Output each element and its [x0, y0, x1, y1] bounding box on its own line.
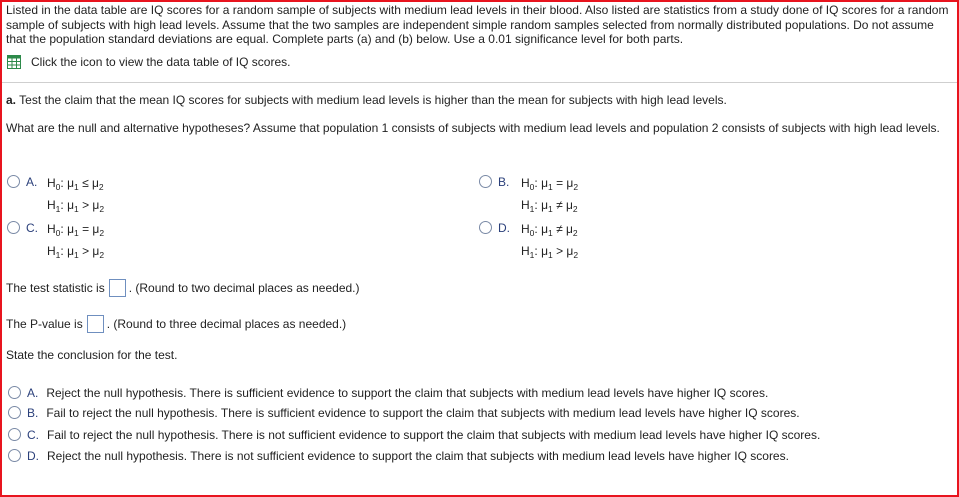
radio-button[interactable]: [7, 221, 20, 234]
option-letter: D.: [498, 221, 510, 235]
p-value-line: [6, 316, 346, 334]
conclusion-option-b[interactable]: [8, 406, 800, 420]
conclusion-option-d[interactable]: [8, 449, 789, 463]
conclusion-prompt: State the conclusion for the test.: [6, 348, 178, 362]
h0-d: $H_0$: $\mu_1 \ne \mu_2$: [521, 222, 578, 238]
option-text: Fail to reject the null hypothesis. There is sufficient evidence to support the claim that subjects with medium lead levels have higher IQ scores.: [46, 406, 800, 420]
part-a-text: Test the claim that the mean IQ scores for subjects with medium lead levels is higher than the mean for subjects with high lead levels.: [19, 93, 727, 107]
h1-c-symbol: >: [82, 244, 90, 258]
conclusion-option-c[interactable]: [8, 428, 820, 442]
h0-b: $H_0$: $\mu_1 = \mu_2$: [521, 176, 579, 192]
h0-c-symbol: =: [82, 222, 90, 236]
option-letter: B.: [498, 175, 510, 189]
p-value-input[interactable]: [87, 315, 104, 333]
radio-button[interactable]: [8, 386, 21, 399]
h1-d: $H_1$: $\mu_1 > \mu_2$: [521, 244, 579, 260]
option-letter: A.: [27, 386, 39, 400]
hypotheses-question: What are the null and alternative hypotheses? Assume that population 1 consists of subjects with medium lead levels and population 2 consists of subjects with high lead levels.: [6, 121, 940, 135]
option-text: Reject the null hypothesis. There is not sufficient evidence to support the claim that subjects with medium lead levels have higher IQ scores.: [47, 449, 789, 463]
radio-button[interactable]: [8, 428, 21, 441]
h0-a: $H_0$: $\mu_1 \le \mu_2$: [47, 176, 104, 192]
h1-d-symbol: >: [556, 244, 564, 258]
test-statistic-input[interactable]: [109, 279, 126, 297]
hypothesis-option-a[interactable]: [7, 175, 45, 189]
radio-button[interactable]: [479, 175, 492, 188]
conclusion-option-a[interactable]: [8, 386, 768, 400]
h1-c: $H_1$: $\mu_1 > \mu_2$: [47, 244, 105, 260]
radio-button[interactable]: [479, 221, 492, 234]
p-value-prefix: The P-value is: [6, 317, 83, 332]
data-table-icon[interactable]: [7, 55, 21, 69]
hypothesis-option-d[interactable]: [479, 221, 518, 235]
option-letter: A.: [26, 175, 38, 189]
h1-a: $H_1$: $\mu_1 > \mu_2$: [47, 198, 105, 214]
part-a-question: [6, 93, 727, 107]
h0-c: $H_0$: $\mu_1 = \mu_2$: [47, 222, 105, 238]
test-statistic-line: [6, 280, 360, 298]
h1-b-symbol: ≠: [556, 198, 563, 212]
hypothesis-option-c[interactable]: [7, 221, 46, 235]
option-letter: B.: [27, 406, 39, 420]
option-letter: D.: [27, 449, 39, 463]
h0-d-symbol: ≠: [556, 222, 563, 236]
h0-b-symbol: =: [556, 176, 564, 190]
h1-b: $H_1$: $\mu_1 \ne \mu_2$: [521, 198, 578, 214]
option-letter: C.: [26, 221, 38, 235]
radio-button[interactable]: [7, 175, 20, 188]
h1-a-symbol: >: [82, 198, 90, 212]
radio-button[interactable]: [8, 406, 21, 419]
hypothesis-option-b[interactable]: [479, 175, 517, 189]
intro-text: Listed in the data table are IQ scores for a random sample of subjects with medium lead levels in their blood. Also listed are statistics from a study done of IQ scores for a random sample of subjects with high lead levels. Assume that the two samples are independent simple random samples selected from normally distributed populations. Do not assume that the population standard deviations are equal. Complete parts (a) and (b) below. Use a 0.01 significance level for both parts.: [6, 3, 949, 46]
p-value-suffix: . (Round to three decimal places as needed.): [106, 317, 347, 332]
h0-a-symbol: ≤: [82, 176, 89, 190]
test-statistic-prefix: The test statistic is: [6, 281, 105, 296]
option-text: Reject the null hypothesis. There is sufficient evidence to support the claim that subjects with medium lead levels have higher IQ scores.: [46, 386, 769, 400]
data-table-link-text[interactable]: Click the icon to view the data table of IQ scores.: [31, 55, 291, 69]
option-text: Fail to reject the null hypothesis. There is not sufficient evidence to support the claim that subjects with medium lead levels have higher IQ scores.: [47, 428, 821, 442]
radio-button[interactable]: [8, 449, 21, 462]
section-divider: [2, 82, 957, 83]
part-a-label: a.: [6, 93, 17, 107]
option-letter: C.: [27, 428, 39, 442]
data-table-link-row[interactable]: [7, 55, 290, 69]
test-statistic-suffix: . (Round to two decimal places as needed.): [128, 281, 360, 296]
